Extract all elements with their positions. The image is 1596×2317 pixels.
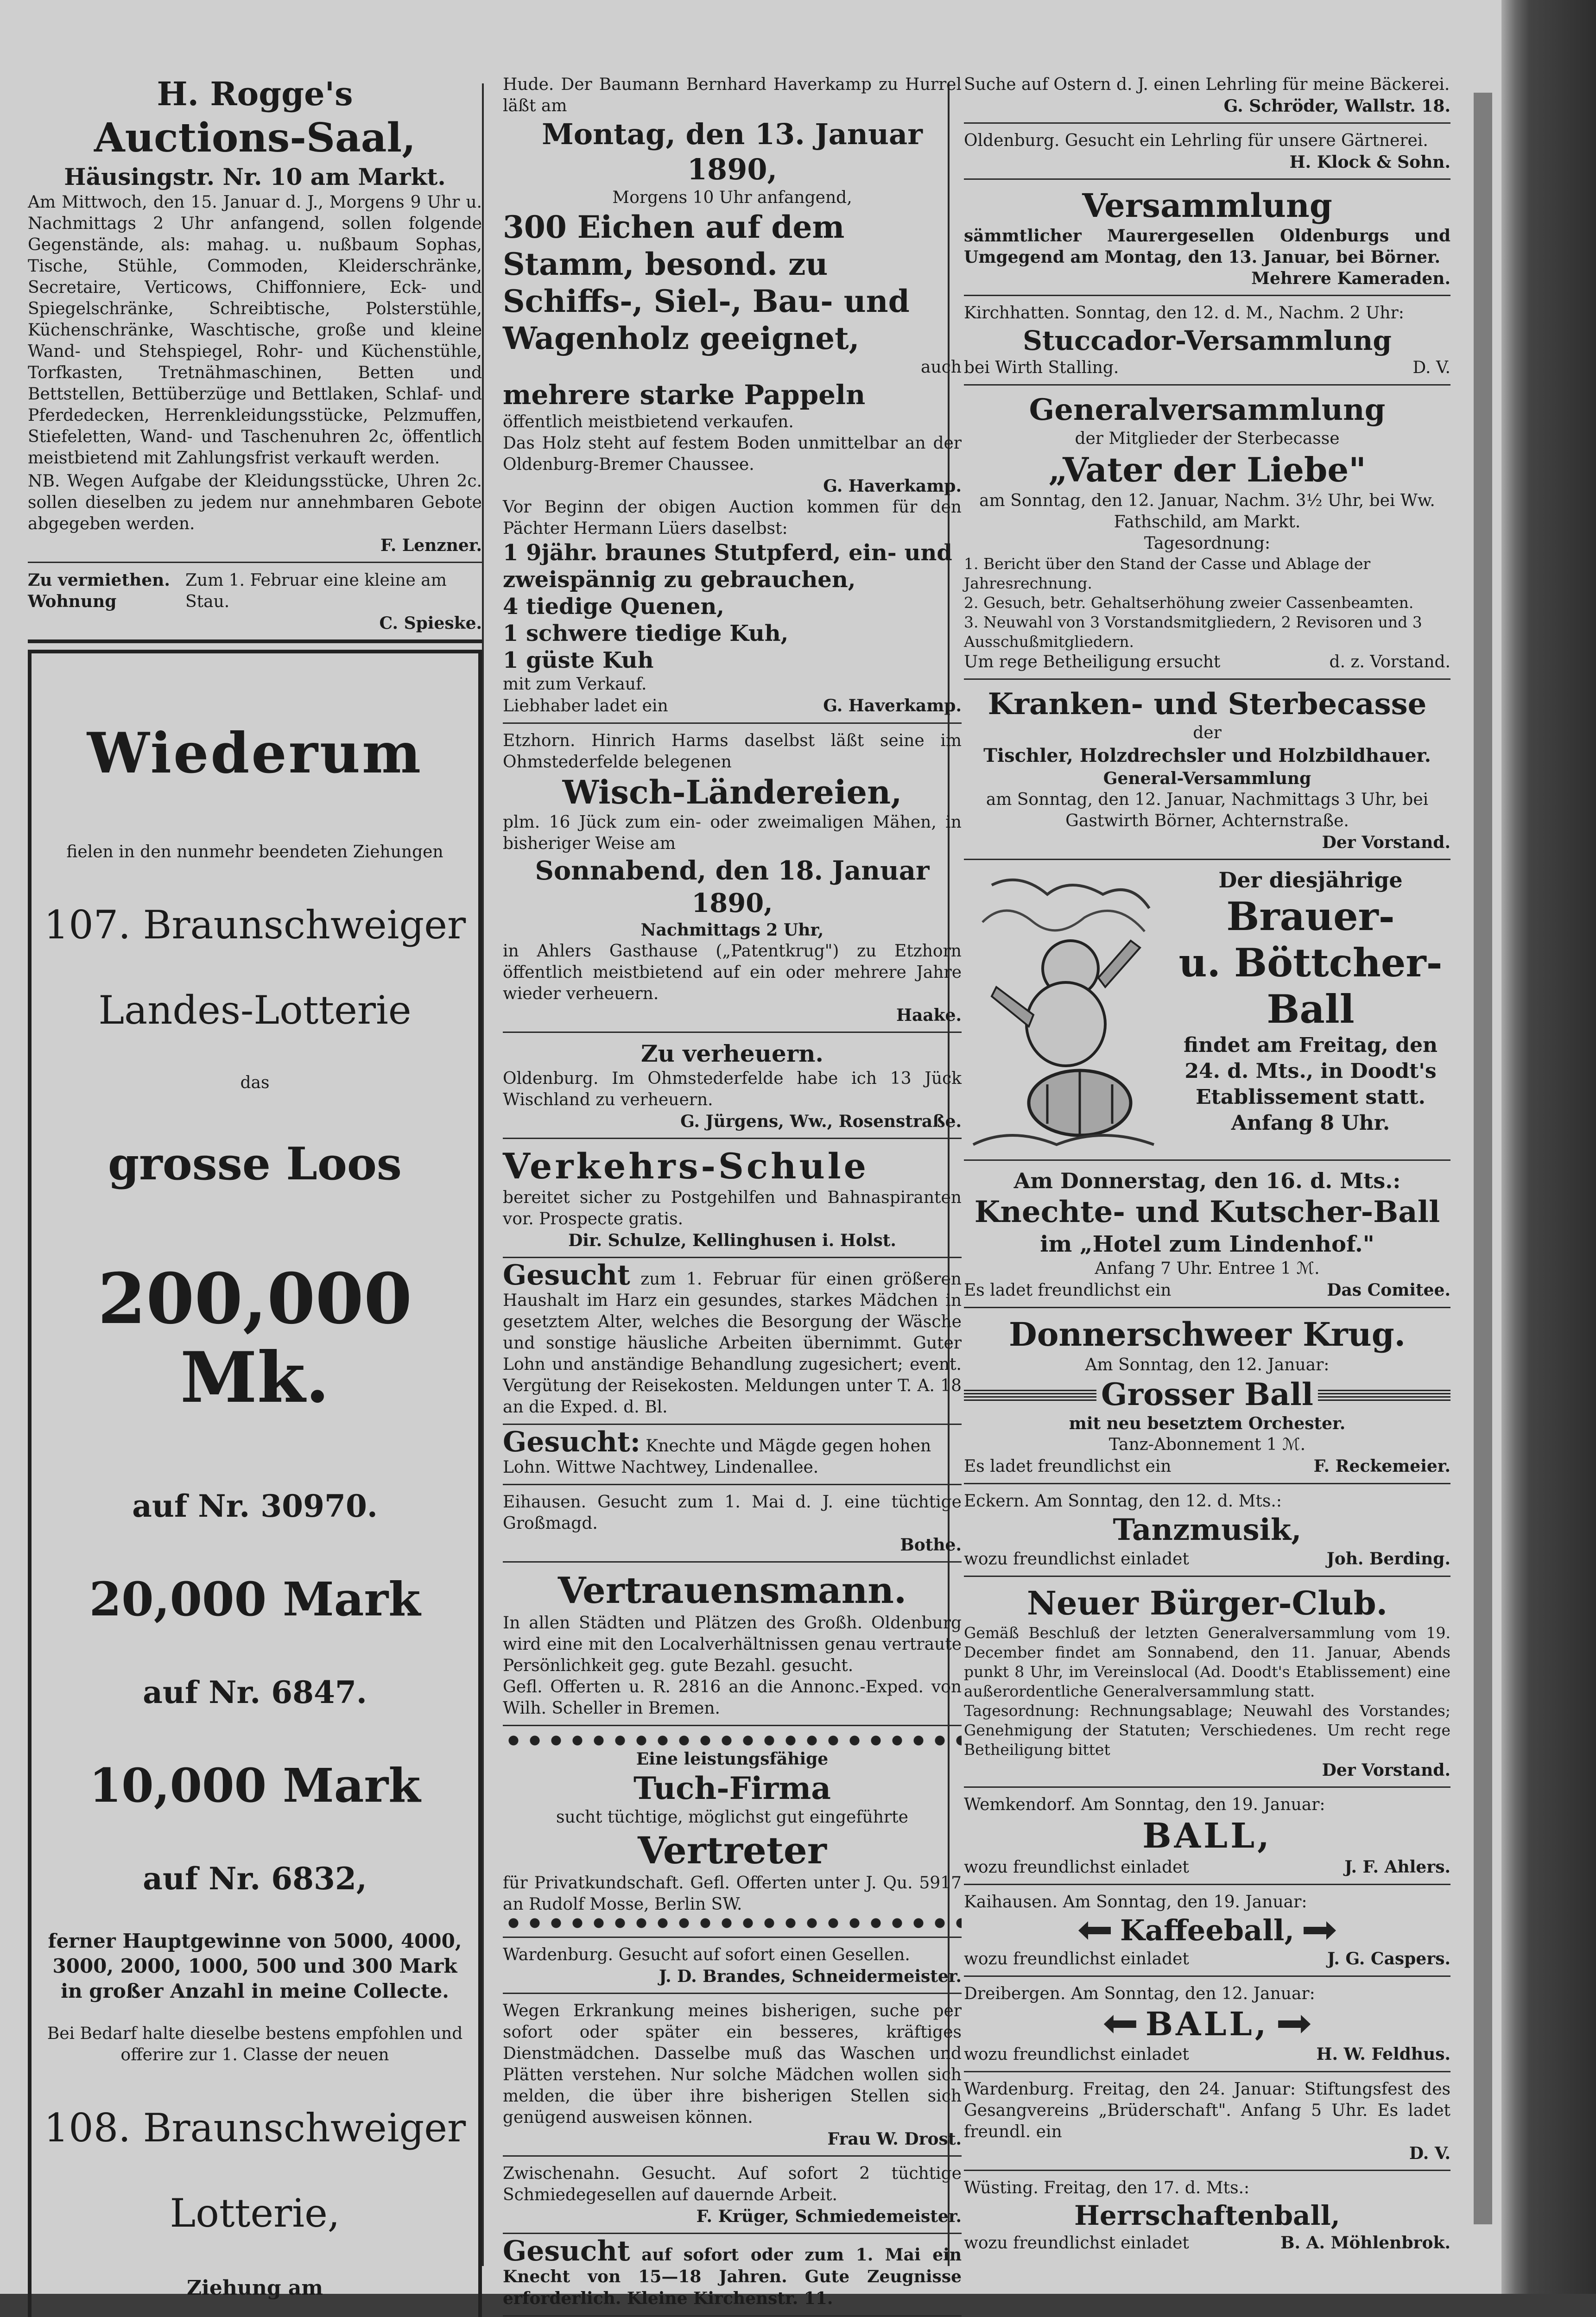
brauer-ball-text bbox=[1171, 867, 1450, 1154]
ad-text: wozu freundlichst einladet bbox=[964, 1950, 1189, 1969]
ad-text: Suche auf Ostern d. J. einen Lehrling für meine Bäckerei. bbox=[964, 75, 1450, 94]
ad-lead: Etzhorn. Hinrich Harms daselbst läßt seine im Ohmstederfelde belegenen bbox=[503, 731, 962, 772]
ad-text: Anfang 7 Uhr. Entree 1 ℳ. bbox=[1095, 1259, 1320, 1278]
prize-heading: grosse Loos bbox=[108, 1138, 402, 1190]
ad-text: bei Wirth Stalling. bbox=[964, 358, 1119, 377]
ad-signature: C. Spieske. bbox=[379, 614, 482, 633]
agenda-item: 3. Neuwahl von 3 Vorstandsmitgliedern, 2 Revisoren und 3 Ausschußmitgliedern. bbox=[964, 613, 1422, 651]
ad-body: Am Mittwoch, den 15. Januar d. J., Morgens 9 Uhr u. Nachmittags 2 Uhr anfangend, sollen folgende Gegenstände, als: mahag. u. nußbaum Sophas, Tische, Stühle, Commoden, Kleiderschränke, Secretaire, Verticows, Chiffonniere, Eck- und Spiegelschränke, Schreibtische, Polsterstühle, Küchenschränke, Waschtische, große und kleine Wand- und Stehspiegel, Rohr- und Küchenstühle, Torfkasten, Tretnähmaschinen, Betten und Bettstellen, Bettüberzüge und Bettlaken, Schlaf- und Pferdedecken, Herrenkleidungsstücke, Pelzmuffen, Stiefeletten, Wand- und Taschenuhren 2c, öffentlich meistbietend mit Zahlungsfrist verkauft werden. bbox=[28, 193, 482, 468]
ad-lead: Zu vermiethen. Wohnung bbox=[28, 570, 170, 611]
ad-date: Montag, den 13. Januar 1890, bbox=[542, 117, 923, 186]
pointing-hand-icon bbox=[1304, 1921, 1336, 1940]
ad-headline: Tuch-Firma bbox=[633, 1770, 831, 1806]
column-3 bbox=[964, 74, 1450, 2266]
lottery-name: Landes-Lotterie bbox=[98, 988, 412, 1033]
ad-headline: Donnerschweer Krug. bbox=[1008, 1315, 1406, 1354]
ad-buerger-club bbox=[964, 1583, 1450, 1788]
ad-baeckerei bbox=[964, 74, 1450, 124]
ornament-right bbox=[1318, 1388, 1450, 1401]
ad-signature: J. F. Ahlers. bbox=[1344, 1857, 1450, 1877]
ad-lead: Gesucht bbox=[503, 1259, 630, 1291]
ad-kaihausen bbox=[964, 1892, 1450, 1977]
ad-versammlung bbox=[964, 186, 1450, 296]
agenda-item: 2. Gesuch, betr. Gehaltserhöhung zweier Cassenbeamten. bbox=[964, 594, 1414, 612]
pointing-hand-icon bbox=[1078, 1921, 1111, 1940]
ad-wuesting bbox=[964, 2178, 1450, 2260]
ad-headline: BALL, bbox=[1145, 2005, 1269, 2043]
ad-text: Tagesordnung: Rechnungsablage; Neuwahl des Vorstandes; Genehmigung der Statuten; Verschiedenes. Um recht rege Betheiligung bittet bbox=[964, 1702, 1450, 1759]
ad-kranken-sterbecasse bbox=[964, 686, 1450, 860]
ad-text: Bei Bedarf halte dieselbe bestens empfohlen und offerire zur 1. Classe der neuen bbox=[47, 2024, 463, 2064]
prize-amount: 200,000 Mk. bbox=[97, 1258, 412, 1418]
ad-text: Tagesordnung: bbox=[1144, 534, 1271, 553]
ad-lotterie-frame bbox=[28, 650, 482, 2317]
ad-text: Wemkendorf. Am Sonntag, den 19. Januar: bbox=[964, 1795, 1325, 1814]
ad-brauer-ball bbox=[964, 867, 1450, 1161]
ad-text: das bbox=[240, 1073, 270, 1092]
prize-amount: 20,000 Mark bbox=[89, 1572, 421, 1627]
putto-illustration bbox=[964, 867, 1163, 1154]
ad-signature: Frau W. Drost. bbox=[827, 2129, 962, 2149]
ad-tuch-firma bbox=[503, 1733, 962, 1938]
ad-dreibergen bbox=[964, 1983, 1450, 2072]
ad-date: Sonnabend, den 18. Januar 1890, bbox=[535, 855, 930, 918]
ad-signature: G. Schröder, Wallstr. 18. bbox=[1223, 96, 1450, 116]
ad-signature: D. V. bbox=[1412, 358, 1450, 377]
ad-headline: Vertreter bbox=[638, 1829, 827, 1872]
ad-signature: F. Krüger, Schmiedemeister. bbox=[696, 2207, 962, 2226]
ad-headline: Tanzmusik, bbox=[1113, 1513, 1302, 1547]
ad-headline: Knechte- und Kutscher-Ball bbox=[974, 1195, 1440, 1229]
ad-verheuern bbox=[503, 1039, 962, 1139]
auction-item: 1 güste Kuh bbox=[503, 647, 654, 673]
ad-text: Gemäß Beschluß der letzten Generalversammlung vom 19. December findet am Sonnabend, den 11. Januar, Abends punkt 8 Uhr, im Vereinslocal (Ad. Doodt's Etablissement) eine außerordentliche Generalversammlung statt. bbox=[964, 1624, 1450, 1700]
ad-headline: Brauer- bbox=[1226, 893, 1395, 939]
lottery-name: Lotterie, bbox=[170, 2190, 340, 2236]
ad-eihausen bbox=[503, 1492, 962, 1563]
ad-signature: H. W. Feldhus. bbox=[1316, 2045, 1450, 2064]
ad-text: Liebhaber ladet ein bbox=[503, 696, 668, 715]
ad-gesucht-harz bbox=[503, 1259, 962, 1425]
ad-text: Zwischenahn. Gesucht. Auf sofort 2 tüchtige Schmiedegesellen auf dauernde Arbeit. bbox=[503, 2164, 962, 2204]
ad-donnerschweer bbox=[964, 1315, 1450, 1484]
ad-text: fielen in den nunmehr beendeten Ziehungen bbox=[66, 842, 443, 861]
ad-text: auf sofort oder zum 1. Mai ein Knecht von 15—18 Jahren. Gute Zeugnisse erforderlich. Kleine Kirchenstr. 11. bbox=[503, 2245, 962, 2308]
ad-lead: Gesucht: bbox=[503, 1426, 640, 1458]
ad-text: am Sonntag, den 12. Januar, Nachmittags 3 Uhr, bei Gastwirth Börner, Achternstraße. bbox=[986, 790, 1429, 830]
ad-headline: Stuccador-Versammlung bbox=[1023, 325, 1392, 356]
auction-item: 1 9jähr. braunes Stutpferd, ein- und zweispännig zu gebrauchen, bbox=[503, 540, 952, 593]
ad-headline: Vertrauensmann. bbox=[557, 1570, 907, 1612]
ad-text: mit neu besetztem Orchester. bbox=[1069, 1414, 1346, 1433]
society-name: „Vater der Liebe" bbox=[1048, 450, 1366, 489]
ad-wemkendorf bbox=[964, 1794, 1450, 1885]
ad-signature: G. Jürgens, Ww., Rosenstraße. bbox=[680, 1112, 962, 1131]
ad-text: wozu freundlichst einladet bbox=[964, 1858, 1189, 1877]
ad-text: Oldenburg. Im Ohmstederfelde habe ich 13 Jück Wischland zu verheuern. bbox=[503, 1069, 962, 1109]
ad-text: In allen Städten und Plätzen des Großh. Oldenburg wird eine mit den Localverhältnissen genau vertraute Persönlichkeit geg. gute Bezahl. gesucht. bbox=[503, 1614, 962, 1675]
ad-gesucht-knecht bbox=[503, 2235, 962, 2317]
ad-signature: G. Haverkamp. bbox=[823, 476, 962, 496]
ad-body: Zum 1. Februar eine kleine am Stau. bbox=[185, 571, 447, 611]
ornament-border bbox=[503, 1733, 962, 1748]
ad-text: auch bbox=[921, 358, 962, 377]
ad-verkehrsschule bbox=[503, 1146, 962, 1258]
ad-text: Dreibergen. Am Sonntag, den 12. Januar: bbox=[964, 1984, 1315, 2003]
prize-number: auf Nr. 6847. bbox=[143, 1674, 367, 1710]
auction-item: 1 schwere tiedige Kuh, bbox=[503, 620, 789, 646]
ad-signature: F. Reckemeier. bbox=[1313, 1456, 1450, 1476]
ad-signature: Der Vorstand. bbox=[1322, 1760, 1450, 1780]
ornament-border bbox=[503, 1915, 962, 1931]
ad-text: in Ahlers Gasthause („Patentkrug") zu Etzhorn öffentlich meistbietend auf ein oder mehrere Jahre wieder verheuern. bbox=[503, 942, 962, 1003]
ad-headline: Ball bbox=[1267, 986, 1355, 1032]
ad-text: findet am Freitag, den 24. d. Mts., in Doodt's Etablissement statt. Anfang 8 Uhr. bbox=[1183, 1033, 1438, 1135]
ad-signature: Haake. bbox=[896, 1006, 962, 1025]
ad-stuccador bbox=[964, 303, 1450, 386]
ad-text: Gefl. Offerten u. R. 2816 an die Annonc.-Exped. von Wilh. Scheller in Bremen. bbox=[503, 1678, 962, 1718]
column-1 bbox=[28, 74, 482, 2300]
ad-text: Es ladet freundlichst ein bbox=[964, 1457, 1172, 1476]
ad-text: sämmtlicher Maurergesellen Oldenburgs und Umgegend am Montag, den 13. Januar, bei Börner. bbox=[964, 226, 1450, 267]
ad-vermiethen bbox=[28, 570, 482, 643]
ad-title: Wiederum bbox=[87, 721, 423, 786]
ornament-left bbox=[964, 1388, 1096, 1401]
ad-signature: Der Vorstand. bbox=[1322, 833, 1450, 852]
ad-text: sucht tüchtige, möglichst gut eingeführte bbox=[556, 1808, 908, 1827]
ad-text: wozu freundlichst einladet bbox=[964, 1550, 1189, 1569]
ad-headline: Kaffeeball, bbox=[1120, 1913, 1295, 1947]
lottery-name: 108. Braunschweiger bbox=[44, 2105, 466, 2151]
ad-knechte-ball bbox=[964, 1167, 1450, 1308]
ad-zwischenahn-schmiede bbox=[503, 2163, 962, 2234]
ad-wardenburg-geselle bbox=[503, 1944, 962, 1994]
ad-text: wozu freundlichst einladet bbox=[964, 2234, 1189, 2253]
ad-time: Nachmittags 2 Uhr, bbox=[640, 920, 824, 940]
ad-text: Tischler, Holzdrechsler und Holzbildhauer. bbox=[983, 745, 1431, 766]
ad-headline: Wisch-Ländereien, bbox=[562, 773, 902, 811]
pointing-hand-icon bbox=[1278, 2015, 1311, 2033]
ad-headline: Versammlung bbox=[1082, 186, 1332, 225]
ad-generalversammlung bbox=[964, 392, 1450, 680]
agenda-item: 1. Bericht über den Stand der Casse und Ablage der Jahresrechnung. bbox=[964, 555, 1371, 592]
ad-text: Kirchhatten. Sonntag, den 12. d. M., Nachm. 2 Uhr: bbox=[964, 304, 1404, 323]
ad-title: Auctions-Saal, bbox=[94, 114, 416, 161]
page-edge-shadow bbox=[1501, 0, 1596, 2294]
prize-number: auf Nr. 6832, bbox=[143, 1861, 367, 1897]
ad-headline: Generalversammlung bbox=[1029, 392, 1386, 427]
ad-text: General-Versammlung bbox=[1103, 769, 1311, 788]
ad-date: am Sonntag, den 12. Januar, Nachm. 3¹⁄₂ Uhr, bei Ww. Fathschild, am Markt. bbox=[979, 491, 1435, 532]
ad-place: im „Hotel zum Lindenhof." bbox=[1040, 1231, 1374, 1257]
ad-headline: Kranken- und Sterbecasse bbox=[988, 687, 1427, 722]
ad-signature: H. Klock & Sohn. bbox=[1289, 152, 1450, 172]
ad-text: Wegen Erkrankung meines bisherigen, suche per sofort oder später ein besseres, kräftiges Dienstmädchen. Dasselbe muß das Waschen und Plätten verstehen. Nur solche Mädchen wollen sich melden, die über ihre bisherigen Stellen sich genügend ausweisen können. bbox=[503, 2001, 962, 2127]
ad-text: Oldenburg. Gesucht ein Lehrling für unsere Gärtnerei. bbox=[964, 131, 1428, 150]
prize-number: auf Nr. 30970. bbox=[132, 1488, 378, 1524]
ad-headline: u. Böttcher- bbox=[1178, 940, 1443, 986]
ad-text: wozu freundlichst einladet bbox=[964, 2045, 1189, 2064]
ad-signature: Dir. Schulze, Kellinghusen i. Holst. bbox=[568, 1231, 896, 1250]
ad-eckern bbox=[964, 1491, 1450, 1577]
ad-signature: Das Comitee. bbox=[1327, 1280, 1450, 1300]
ad-signature: B. A. Möhlenbrok. bbox=[1280, 2233, 1450, 2253]
ad-text: Der diesjährige bbox=[1218, 867, 1403, 893]
ad-text: Kaihausen. Am Sonntag, den 19. Januar: bbox=[964, 1893, 1307, 1912]
ad-note: NB. Wegen Aufgabe der Kleidungsstücke, Uhren 2c. sollen dieselben zu jedem nur annehmbaren Gebote abgegeben werden. bbox=[28, 472, 482, 533]
column-rule bbox=[482, 83, 484, 2266]
ad-gesucht-knechte bbox=[503, 1426, 962, 1485]
ad-headline: 300 Eichen auf dem Stamm, besond. zu Schiffs-, Siel-, Bau- und Wagenholz geeignet, bbox=[503, 209, 910, 356]
ad-date: Am Donnerstag, den 16. d. Mts.: bbox=[1013, 1168, 1401, 1193]
ad-text: öffentlich meistbietend verkaufen. bbox=[503, 412, 794, 431]
ad-text: Vor Beginn der obigen Auction kommen für den Pächter Hermann Lüers daselbst: bbox=[503, 498, 962, 538]
ad-text: mit zum Verkauf. bbox=[503, 675, 647, 694]
ad-dienstmaedchen bbox=[503, 2000, 962, 2157]
ad-signature: Bothe. bbox=[900, 1535, 962, 1555]
ad-text: Wardenburg. Gesucht auf sofort einen Gesellen. bbox=[503, 1945, 910, 1964]
ad-text: bereitet sicher zu Postgehilfen und Bahnaspiranten vor. Prospecte gratis. bbox=[503, 1188, 962, 1228]
ad-date: Am Sonntag, den 12. Januar: bbox=[1085, 1355, 1330, 1374]
ad-text: Um rege Betheiligung ersucht bbox=[964, 652, 1221, 671]
ad-text: Wüsting. Freitag, den 17. d. Mts.: bbox=[964, 2178, 1250, 2197]
ad-text: Knechte und Mägde gegen hohen Lohn. Wittwe Nachtwey, Lindenallee. bbox=[503, 1437, 931, 1477]
ad-text: für Privatkundschaft. Gefl. Offerten unter J. Qu. 5917 an Rudolf Mosse, Berlin SW. bbox=[503, 1874, 962, 1914]
ad-signature: D. V. bbox=[1409, 2144, 1450, 2163]
ad-signature: J. D. Brandes, Schneidermeister. bbox=[659, 1967, 962, 1986]
ad-address: Häusingstr. Nr. 10 am Markt. bbox=[64, 163, 446, 190]
lottery-name: 107. Braunschweiger bbox=[44, 902, 466, 948]
ad-rogge-auction bbox=[28, 74, 482, 563]
pointing-hand-icon bbox=[1104, 2015, 1136, 2033]
ad-text: Eihausen. Gesucht zum 1. Mai d. J. eine tüchtige Großmagd. bbox=[503, 1493, 962, 1533]
ad-text: ferner Hauptgewinne von 5000, 4000, 3000, 2000, 1000, 500 und 300 Mark in großer Anzahl in meine Collecte. bbox=[48, 1930, 462, 2002]
ad-headline: Herrschaftenball, bbox=[1074, 2200, 1340, 2231]
ad-text: Wardenburg. Freitag, den 24. Januar: Stiftungsfest des Gesangvereins „Brüderschaft". Anfang 5 Uhr. Es ladet freundl. ein bbox=[964, 2080, 1450, 2141]
ad-text: Es ladet freundlichst ein bbox=[964, 1281, 1172, 1300]
auction-item: 4 tiedige Quenen, bbox=[503, 594, 724, 620]
ad-text: Ziehung am bbox=[187, 2276, 323, 2300]
ad-text: Eine leistungsfähige bbox=[636, 1749, 829, 1769]
ad-headline: Zu verheuern. bbox=[641, 1040, 823, 1067]
ad-headline: BALL, bbox=[1142, 1816, 1272, 1856]
ad-lead: Gesucht bbox=[503, 2235, 630, 2267]
ad-signature: F. Lenzner. bbox=[380, 536, 482, 555]
prize-amount: 10,000 Mark bbox=[89, 1758, 421, 1813]
ad-headline: Verkehrs-Schule bbox=[503, 1146, 869, 1187]
ad-etzhorn bbox=[503, 730, 962, 1033]
ad-text: Das Holz steht auf festem Boden unmittelbar an der Oldenburg-Bremer Chaussee. bbox=[503, 434, 962, 474]
ad-signature: d. z. Vorstand. bbox=[1329, 652, 1450, 671]
ad-time: Morgens 10 Uhr anfangend, bbox=[612, 188, 852, 207]
page-edge-binding bbox=[1474, 93, 1492, 2224]
ad-signature: J. G. Caspers. bbox=[1327, 1949, 1450, 1969]
ad-text: der Mitglieder der Sterbecasse bbox=[1075, 429, 1340, 448]
ad-hude bbox=[503, 74, 962, 724]
ad-title: H. Rogge's bbox=[157, 75, 353, 113]
ad-gaertnerei bbox=[964, 130, 1450, 180]
ad-lead: Hude. Der Baumann Bernhard Haverkamp zu Hurrel läßt am bbox=[503, 75, 962, 115]
ad-text: Tanz-Abonnement 1 ℳ. bbox=[1108, 1435, 1306, 1454]
ad-vertrauensmann bbox=[503, 1569, 962, 1726]
ad-headline: Grosser Ball bbox=[1101, 1376, 1313, 1412]
ad-text: der bbox=[1193, 723, 1222, 742]
ad-signature: Mehrere Kameraden. bbox=[1251, 269, 1450, 288]
ad-headline: mehrere starke Pappeln bbox=[503, 379, 866, 411]
ad-text: plm. 16 Jück zum ein- oder zweimaligen Mähen, in bisheriger Weise am bbox=[503, 813, 962, 853]
ad-signature: Joh. Berding. bbox=[1326, 1549, 1450, 1569]
column-2 bbox=[503, 74, 962, 2308]
ad-headline: Neuer Bürger-Club. bbox=[1026, 1584, 1388, 1622]
ad-text: zum 1. Februar für einen größeren Haushalt im Harz ein gesundes, starkes Mädchen in gesetztem Alter, welches die Besorgung der Wäsche und sonstige häusliche Arbeiten übernimmt. Guter Lohn und anständige Behandlung zugesichert; event. Vergütung der Reisekosten. Meldungen unter T. A. 18 an die Exped. d. Bl. bbox=[503, 1270, 962, 1417]
ad-signature: G. Haverkamp. bbox=[823, 696, 962, 715]
ad-text: Eckern. Am Sonntag, den 12. d. Mts.: bbox=[964, 1492, 1282, 1511]
ad-stiftungsfest bbox=[964, 2079, 1450, 2171]
